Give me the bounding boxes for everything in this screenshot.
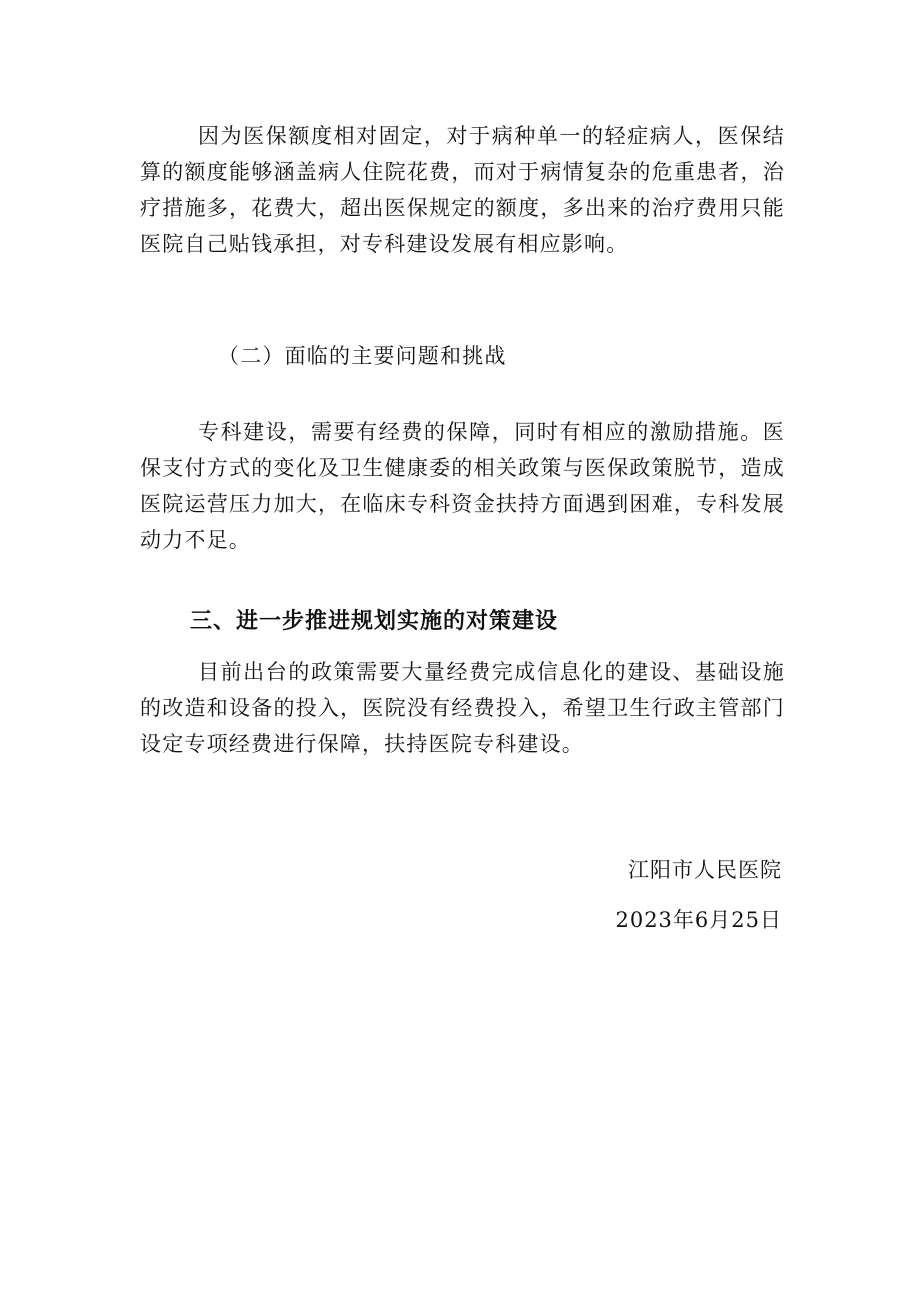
paragraph-specialty-funding: 专科建设，需要有经费的保障，同时有相应的激励措施。医保支付方式的变化及卫生健康委的相关政策与医保政策脱节，造成医院运营压力加大，在临床专科资金扶持方面遇到困难，专科发展动力不足。 bbox=[140, 420, 785, 552]
section-heading-countermeasures: 三、进一步推进规划实施的对策建设 bbox=[190, 609, 559, 634]
paragraph-medical-insurance: 因为医保额度相对固定，对于病种单一的轻症病人，医保结算的额度能够涵盖病人住院花费，而对于病情复杂的危重患者，治疗措施多，花费大，超出医保规定的额度，多出来的治疗费用只能医院自己贴钱承担，对专科建设发展有相应影响。 bbox=[140, 124, 785, 256]
subheading-main-problems: （二）面临的主要问题和挑战 bbox=[218, 344, 507, 368]
signature-date: 2023年6月25日 bbox=[615, 908, 782, 932]
paragraph-policy-suggestion: 目前出台的政策需要大量经费完成信息化的建设、基础设施的改造和设备的投入，医院没有经费投入，希望卫生行政主管部门设定专项经费进行保障，扶持医院专科建设。 bbox=[140, 660, 785, 756]
signature-organization: 江阳市人民医院 bbox=[628, 858, 782, 882]
